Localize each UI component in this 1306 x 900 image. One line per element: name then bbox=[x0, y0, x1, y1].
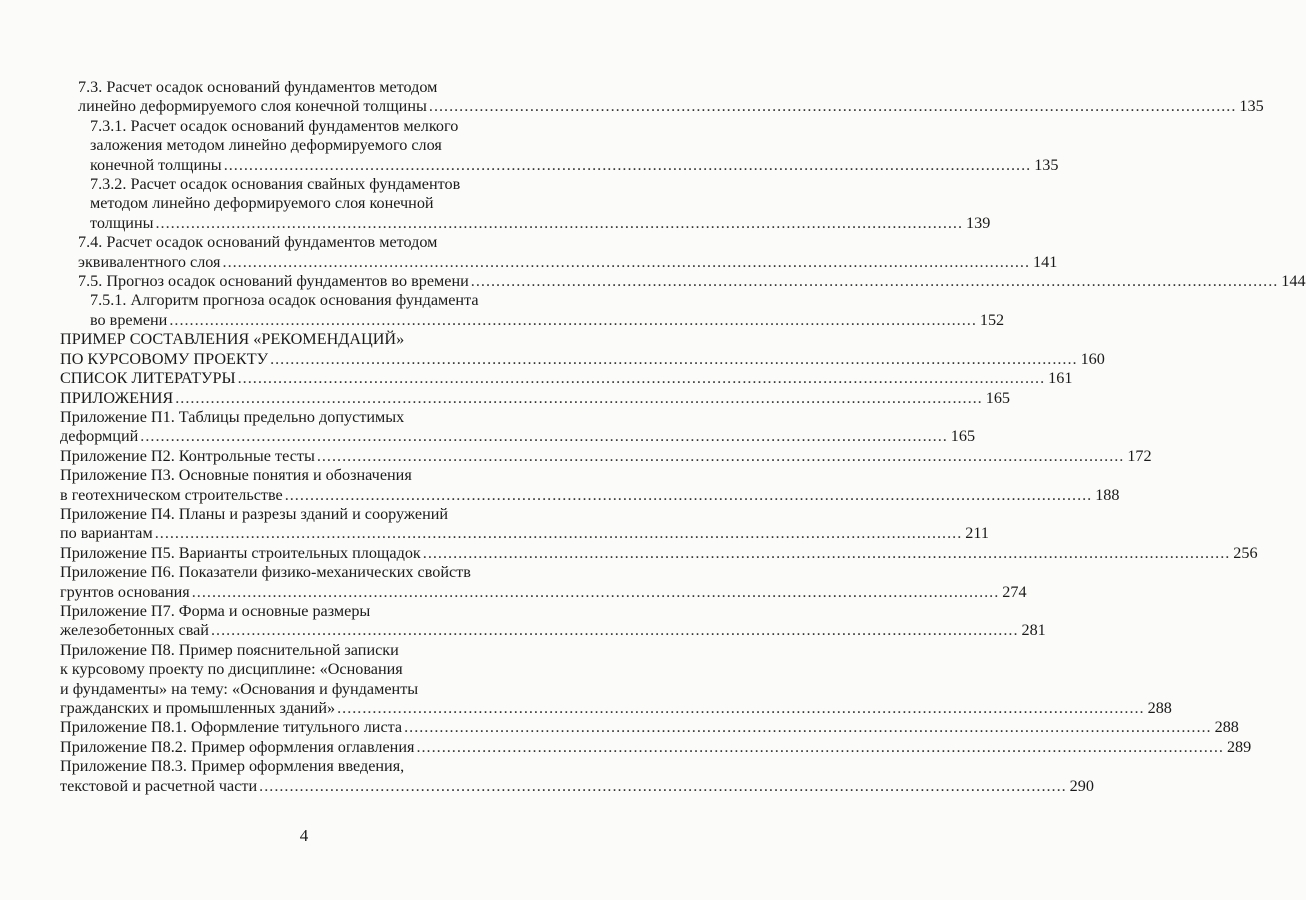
leader-dots: ................................................................................................................................................................ bbox=[155, 213, 963, 232]
leader-dots: ................................................................................................................................................................ bbox=[140, 427, 948, 446]
leader-dots: ................................................................................................................................................................ bbox=[416, 737, 1224, 756]
leader-dots: ................................................................................................................................................................ bbox=[210, 621, 1019, 640]
toc-entry-last-line bbox=[60, 369, 1073, 388]
toc-page-number: 288 bbox=[1214, 718, 1239, 737]
toc-page-number: 161 bbox=[1048, 369, 1073, 388]
toc-entry bbox=[60, 78, 1264, 117]
toc-entry-text: 7.5.1. Алгоритм прогноза осадок основания фундамента bbox=[90, 291, 479, 310]
toc-entry bbox=[60, 601, 1046, 641]
table-of-contents bbox=[60, 78, 1306, 796]
leader-dots: ................................................................................................................................................................ bbox=[270, 349, 1078, 368]
toc-entry bbox=[60, 175, 991, 233]
toc-entry-text: методом линейно деформируемого слоя конечной bbox=[90, 194, 434, 213]
toc-entry-last-line bbox=[60, 699, 1172, 718]
toc-entry-last-line bbox=[60, 718, 1239, 737]
toc-page-number: 135 bbox=[1239, 97, 1264, 116]
toc-entry bbox=[60, 369, 1073, 388]
toc-entry-text: Приложение П8.1. Оформление титульного листа bbox=[60, 718, 403, 737]
toc-entry bbox=[60, 272, 1306, 291]
toc-entry-text: гражданских и промышленных зданий» bbox=[60, 699, 336, 717]
toc-entry bbox=[60, 291, 1005, 330]
toc-entry-last-line bbox=[78, 272, 1306, 291]
toc-entry bbox=[60, 757, 1094, 796]
toc-entry bbox=[60, 737, 1252, 757]
toc-entry-text: 7.4. Расчет осадок оснований фундаментов методом bbox=[78, 233, 438, 252]
toc-entry-text: в геотехническом строительстве bbox=[60, 485, 283, 504]
leader-dots: ................................................................................................................................................................ bbox=[422, 543, 1231, 562]
toc-entry-text: ПО КУРСОВОМУ ПРОЕКТУ bbox=[60, 349, 269, 368]
toc-entry-text: железобетонных свай bbox=[60, 621, 209, 640]
toc-entry-text: эквивалентного слоя bbox=[78, 252, 221, 271]
toc-entry-last-line bbox=[78, 252, 1058, 272]
toc-entry-text: 7.3.2. Расчет осадок основания свайных фундаментов bbox=[90, 175, 461, 194]
toc-entry-text: к курсовому проекту по дисциплине: «Основания bbox=[60, 660, 403, 679]
toc-entry bbox=[60, 563, 1027, 602]
toc-page-number: 274 bbox=[1002, 582, 1027, 601]
leader-dots: ................................................................................................................................................................ bbox=[154, 524, 963, 543]
toc-page-number: 172 bbox=[1127, 446, 1152, 465]
toc-entry bbox=[60, 504, 989, 544]
toc-entry bbox=[60, 640, 1172, 719]
toc-entry-text: деформций bbox=[60, 427, 139, 446]
toc-entry-text: Приложение П8. Пример пояснительной записки bbox=[60, 640, 399, 659]
toc-entry-text: Приложение П4. Планы и разрезы зданий и сооружений bbox=[60, 504, 449, 523]
toc-entry-text: Приложение П3. Основные понятия и обозначения bbox=[60, 466, 412, 485]
toc-entry-last-line bbox=[60, 446, 1152, 466]
toc-entry-last-line bbox=[60, 737, 1252, 757]
toc-page-number: 144 bbox=[1281, 272, 1306, 291]
toc-entry-last-line bbox=[90, 155, 1059, 175]
toc-entry-text: Приложение П5. Варианты строительных площадок bbox=[60, 543, 421, 562]
toc-entry-last-line bbox=[60, 582, 1027, 602]
toc-entry-text: Приложение П6. Показатели физико-механических свойств bbox=[60, 563, 471, 582]
toc-entry bbox=[60, 718, 1239, 737]
toc-entry-text: 7.3. Расчет осадок оснований фундаментов методом bbox=[78, 78, 438, 96]
toc-page-number: 165 bbox=[950, 427, 976, 446]
leader-dots: ................................................................................................................................................................ bbox=[223, 155, 1032, 174]
leader-dots: ................................................................................................................................................................ bbox=[316, 446, 1125, 465]
toc-page-number: 165 bbox=[985, 388, 1010, 407]
toc-entry bbox=[60, 233, 1058, 272]
toc-entry-last-line bbox=[78, 97, 1264, 116]
toc-entry-last-line bbox=[60, 427, 976, 446]
toc-page-number: 288 bbox=[1147, 699, 1172, 717]
toc-entry-text: ПРИМЕР СОСТАВЛЕНИЯ «РЕКОМЕНДАЦИЙ» bbox=[60, 330, 405, 349]
toc-entry-last-line bbox=[60, 349, 1105, 369]
leader-dots: ................................................................................................................................................................ bbox=[284, 485, 1093, 504]
toc-entry-text: СПИСОК ЛИТЕРАТУРЫ bbox=[60, 369, 236, 388]
toc-entry bbox=[60, 543, 1258, 563]
toc-page-number: 188 bbox=[1095, 485, 1120, 504]
leader-dots: ................................................................................................................................................................ bbox=[237, 369, 1046, 388]
toc-page-number: 256 bbox=[1233, 543, 1258, 562]
leader-dots: ................................................................................................................................................................ bbox=[175, 388, 983, 407]
toc-entry bbox=[60, 330, 1105, 369]
toc-entry-text: заложения методом линейно деформируемого слоя bbox=[90, 136, 442, 155]
toc-page-number: 135 bbox=[1034, 155, 1059, 174]
leader-dots: ................................................................................................................................................................ bbox=[428, 97, 1237, 116]
toc-entry-text: толщины bbox=[90, 213, 154, 232]
toc-entry-text: и фундаменты» на тему: «Основания и фундаменты bbox=[60, 679, 419, 698]
toc-entry bbox=[60, 466, 1120, 505]
toc-entry-text: линейно деформируемого слоя конечной толщины bbox=[78, 97, 427, 116]
toc-page-number: 281 bbox=[1021, 621, 1046, 640]
toc-entry bbox=[60, 388, 1010, 408]
toc-entry-last-line bbox=[60, 485, 1120, 505]
toc-page-number: 160 bbox=[1080, 349, 1105, 368]
toc-entry-text: Приложение П8.2. Пример оформления оглавления bbox=[60, 737, 415, 756]
toc-page-number: 290 bbox=[1069, 776, 1094, 795]
leader-dots: ................................................................................................................................................................ bbox=[404, 718, 1212, 737]
toc-entry-last-line bbox=[90, 310, 1005, 330]
toc-entry-last-line bbox=[60, 543, 1258, 563]
toc-entry-text: Приложение П1. Таблицы предельно допустимых bbox=[60, 407, 405, 426]
toc-entry bbox=[60, 407, 976, 447]
toc-page-number: 139 bbox=[966, 213, 991, 232]
toc-entry-last-line bbox=[60, 621, 1046, 640]
toc-entry-last-line bbox=[60, 776, 1094, 796]
toc-entry-text: текстовой и расчетной части bbox=[60, 776, 258, 795]
toc-entry-text: 7.5. Прогноз осадок оснований фундаментов во времени bbox=[78, 272, 469, 291]
toc-entry bbox=[60, 446, 1152, 466]
toc-entry-text: Приложение П7. Форма и основные размеры bbox=[60, 601, 371, 620]
leader-dots: ................................................................................................................................................................ bbox=[222, 252, 1031, 271]
leader-dots: ................................................................................................................................................................ bbox=[259, 776, 1067, 795]
toc-page-number: 211 bbox=[965, 524, 989, 543]
toc-entry-last-line bbox=[90, 213, 991, 233]
leader-dots: ................................................................................................................................................................ bbox=[337, 699, 1145, 717]
leader-dots: ................................................................................................................................................................ bbox=[470, 272, 1279, 291]
toc-entry-text: Приложение П8.3. Пример оформления введения, bbox=[60, 757, 405, 776]
toc-entry-text: во времени bbox=[90, 310, 168, 329]
toc-entry-text: грунтов основания bbox=[60, 582, 190, 601]
toc-entry-text: по вариантам bbox=[60, 524, 153, 543]
toc-entry-text: ПРИЛОЖЕНИЯ bbox=[60, 388, 174, 407]
toc-entry-text: конечной толщины bbox=[90, 155, 222, 174]
toc-entry-text: 7.3.1. Расчет осадок оснований фундаментов мелкого bbox=[90, 116, 459, 135]
toc-entry-last-line bbox=[60, 524, 989, 543]
toc-page-number: 141 bbox=[1033, 252, 1058, 271]
page-number: 4 bbox=[299, 826, 309, 845]
toc-page-number: 289 bbox=[1226, 737, 1252, 756]
toc-entry bbox=[60, 116, 1059, 175]
toc-page-number: 152 bbox=[979, 310, 1005, 329]
toc-entry-text: Приложение П2. Контрольные тесты bbox=[60, 446, 315, 465]
toc-entry-last-line bbox=[60, 388, 1010, 408]
leader-dots: ................................................................................................................................................................ bbox=[169, 310, 977, 329]
leader-dots: ................................................................................................................................................................ bbox=[191, 582, 1000, 601]
